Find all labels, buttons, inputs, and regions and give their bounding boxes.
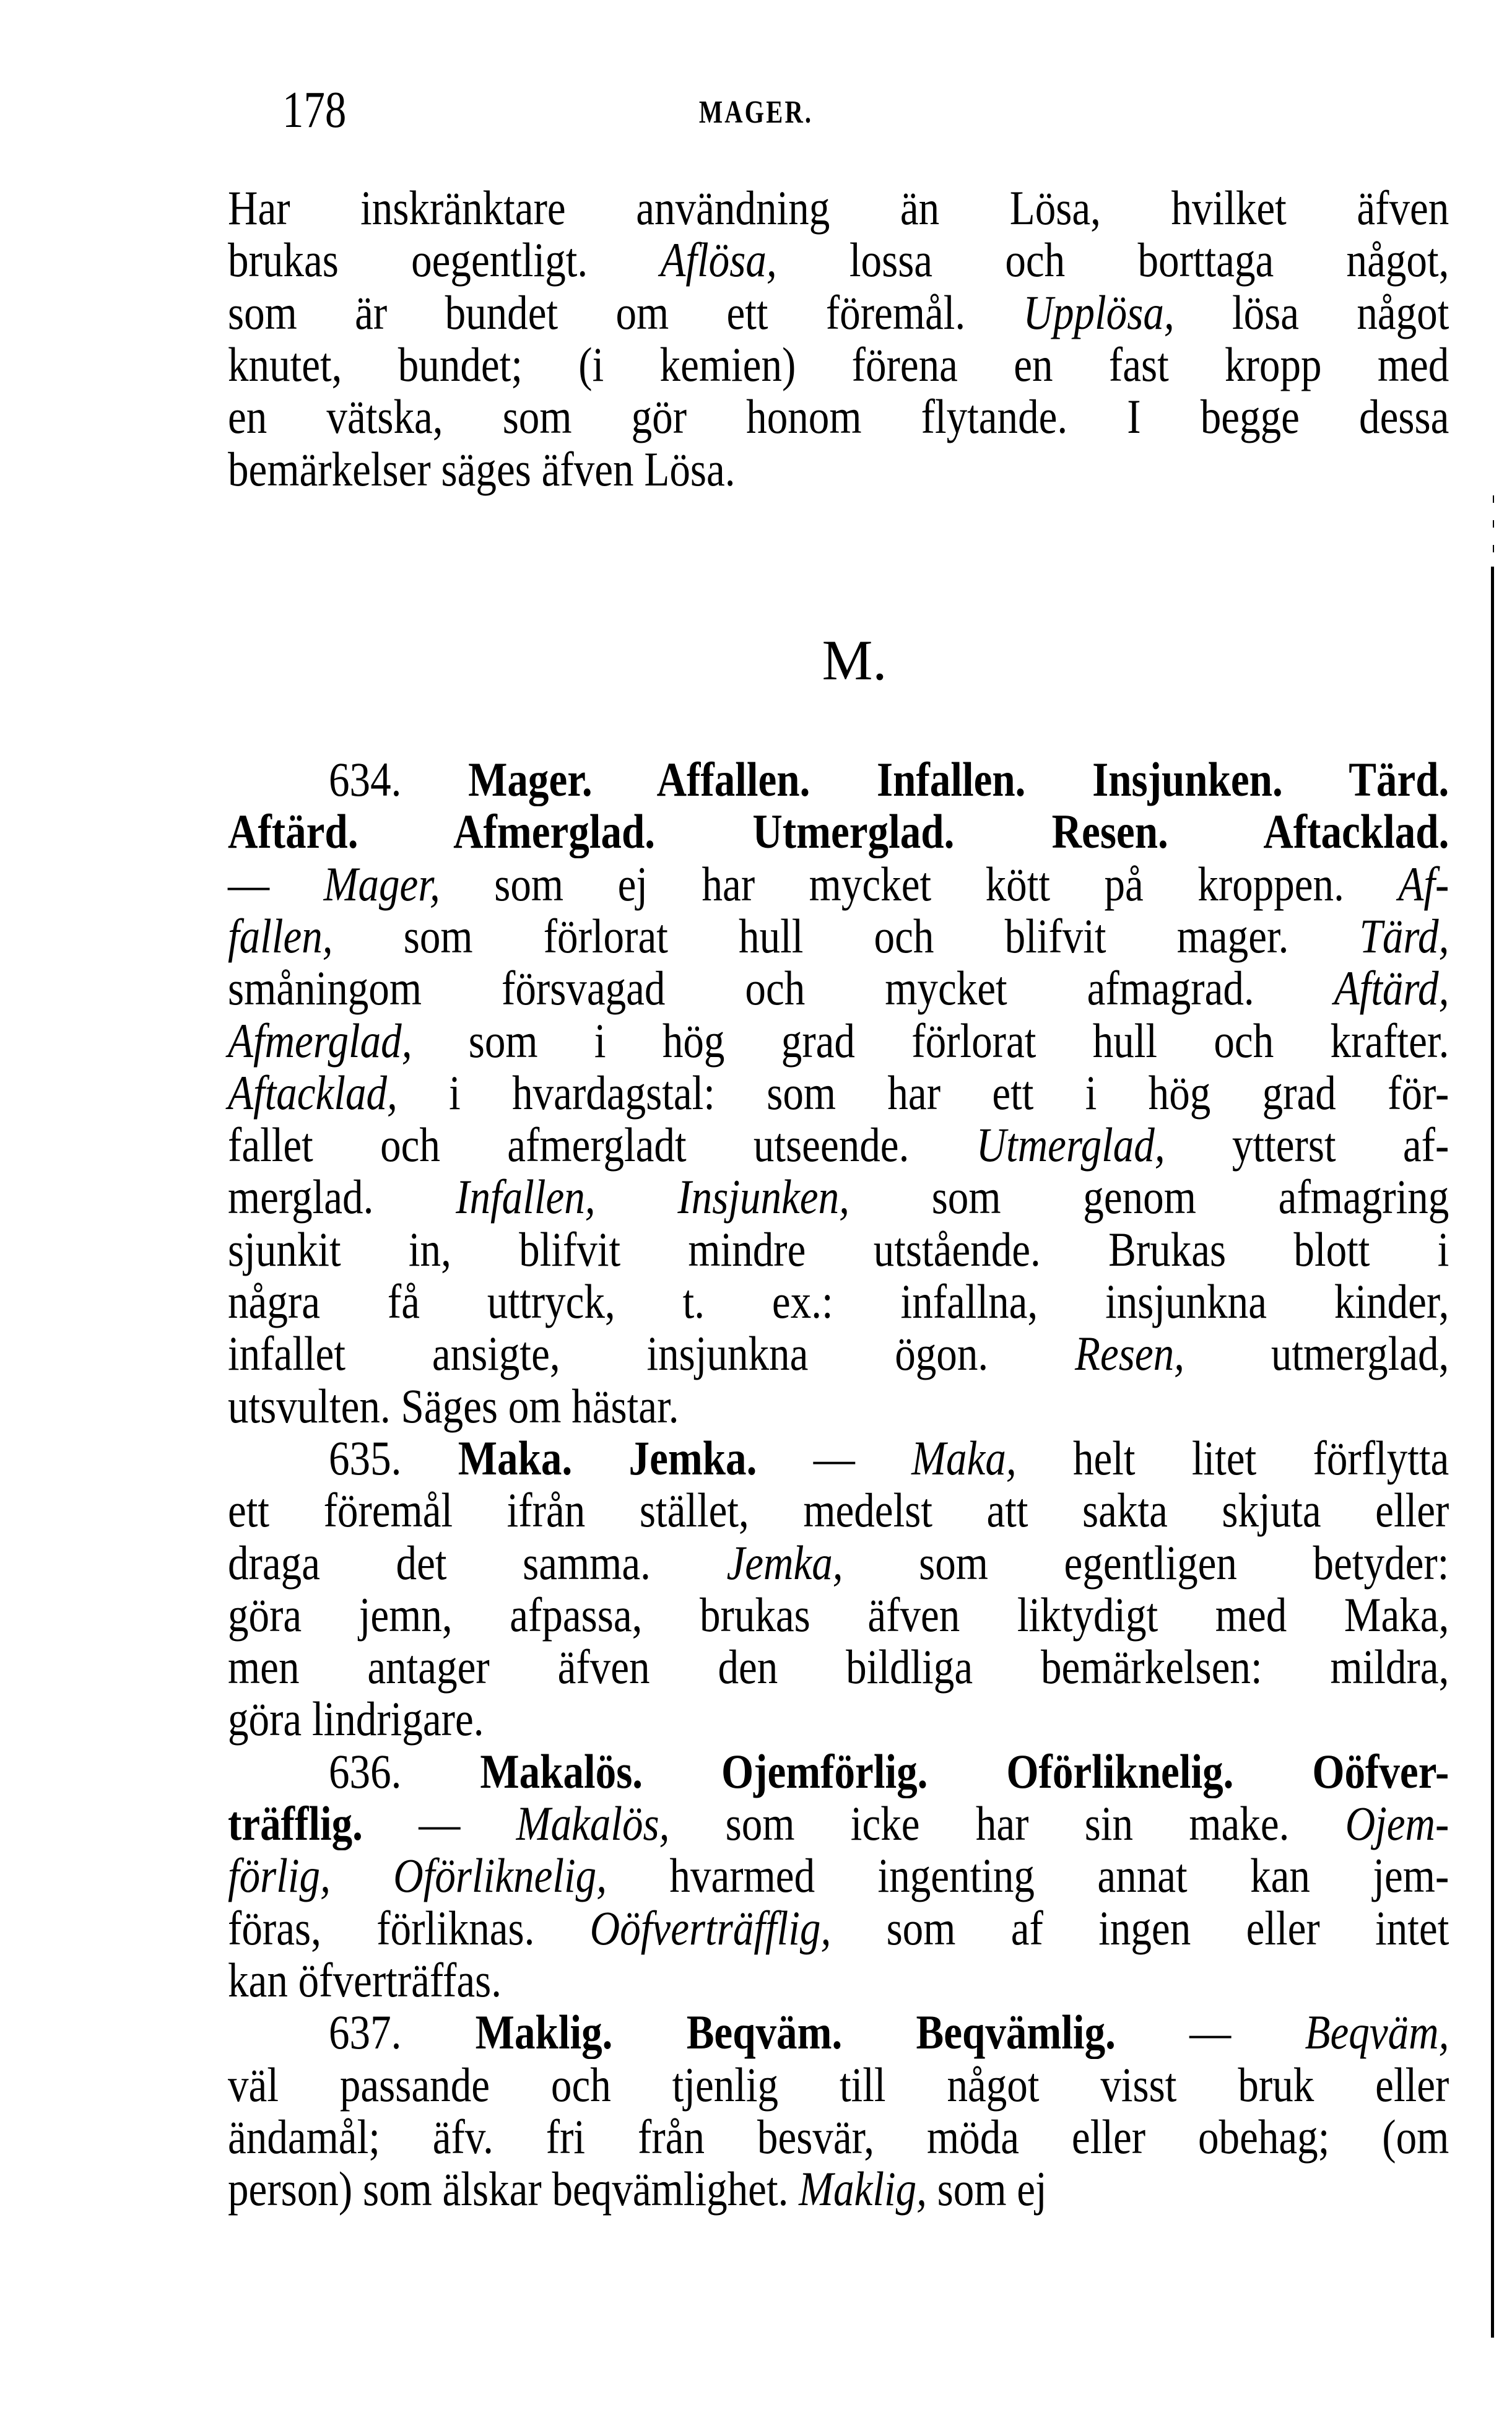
text-line [228,1067,1449,1119]
line-text [329,1432,1449,1484]
line-text [228,287,1449,339]
headword-text: Aftärd. Afmerglad. Utmerglad. Resen. Aftacklad. [228,804,1449,859]
italic-term: Utmerglad, [976,1118,1165,1172]
body-text: ett föremål ifrån stället, medelst att sakta skjuta eller [228,1483,1449,1538]
body-text: kan öfverträffas. [228,1952,502,2007]
entry-heading-line [228,2006,1449,2058]
body-text: ytterst af- [1165,1118,1449,1172]
body-text: — [362,1796,516,1850]
body-text: utmerglad, [1184,1326,1449,1381]
italic-term: Maklig, [799,2162,927,2216]
text-line [228,287,1449,339]
line-text [228,339,1449,391]
text-line [228,1119,1449,1171]
text-line [228,1954,1449,2006]
italic-term: Jemka, [726,1535,843,1590]
italic-term: Mager, [323,856,440,911]
body-text: småningom försvagad och mycket afmagrad. [228,961,1334,1016]
body-text: 635. [329,1430,458,1485]
body-text: 636. [329,1744,480,1798]
body-text: 634. [329,752,469,806]
body-text: Har inskränktare användning än Lösa, hvilket äfven [228,181,1449,235]
text-line [228,2059,1449,2111]
italic-term: Afmerglad, [228,1013,412,1068]
body-text: några få uttryck, t. ex.: infallna, insjunkna kinder, [228,1274,1449,1328]
body-text: — [228,856,324,911]
body-text: som förlorat hull och blifvit mager. [332,908,1360,963]
body-text: göra jemn, afpassa, brukas äfven liktydigt med Maka, [228,1587,1449,1642]
text-line [228,234,1449,286]
running-title: MAGER. [698,95,814,130]
body-text: göra lindrigare. [228,1692,484,1746]
text-line [228,1171,1449,1223]
line-text [228,1954,1449,2006]
line-text [228,1380,1449,1432]
body-text: — [757,1430,912,1485]
body-text: väl passande och tjenlig till något visst bruk eller [228,2057,1449,2112]
body-text: helt litet förflytta [1016,1430,1449,1485]
line-text [329,754,1449,806]
line-text [329,2006,1449,2058]
body-text: person) som älskar beqvämlighet. [228,2162,799,2216]
body-text: fallet och afmergladt utseende. [228,1118,976,1172]
text-line [228,2163,1449,2215]
body-text: som i hög grad förlorat hull och krafter. [412,1013,1449,1068]
text-line [228,1589,1449,1641]
line-text [228,1119,1449,1171]
line-text [228,1484,1449,1536]
line-text [228,182,1449,234]
body-text: infallet ansigte, insjunkna ögon. [228,1326,1075,1381]
text-line [228,1641,1449,1693]
line-text [228,2111,1449,2163]
italic-term: Makalös, [516,1796,670,1850]
body-text: som icke har sin make. [669,1796,1345,1850]
line-text [228,2059,1449,2111]
line-text [228,443,1449,495]
headword-text: Maklig. Beqväm. Beqvämlig. [475,2005,1116,2060]
line-text [228,1537,1449,1589]
headword-text: Mager. Affallen. Infallen. Insjunken. Tärd. [468,752,1449,806]
body-text: lösa något [1174,285,1449,339]
margin-rule [1491,567,1494,2338]
line-text [228,962,1449,1014]
text-line [228,806,1449,858]
line-text [329,1746,1449,1798]
body-text: sjunkit in, blifvit mindre utstående. Brukas blott i [228,1222,1449,1276]
entry-heading-line [228,754,1449,806]
line-text [228,2163,1449,2215]
italic-term: Upplösa, [1023,285,1175,339]
body-text: utsvulten. Säges om hästar. [228,1378,679,1433]
text-line [228,1328,1449,1380]
body-text: 637. [329,2005,476,2060]
body-text: knutet, bundet; (i kemien) förena en fast kropp med [228,337,1449,391]
headword-text: Makalös. Ojemförlig. Oförliknelig. Oöfver- [480,1744,1449,1798]
body-text: hvarmed ingenting annat kan jem- [606,1848,1449,1903]
line-text [228,1589,1449,1641]
entry-heading-line [228,1432,1449,1484]
body-text: lossa och borttaga något, [776,233,1449,287]
section-heading: M. [822,629,887,692]
text-line [228,1015,1449,1067]
body-text: som genom afmagring [849,1170,1449,1224]
line-text [228,1171,1449,1223]
text-line [228,391,1449,443]
text-line [228,1484,1449,1536]
body-text: bemärkelser säges äfven Lösa. [228,442,736,496]
body-text: en vätska, som gör honom flytande. I begge dessa [228,390,1449,444]
line-text [228,1224,1449,1276]
body-text: som är bundet om ett föremål. [228,285,1023,339]
line-text [228,234,1449,286]
text-line [228,1380,1449,1432]
line-text [228,1850,1449,1902]
entry-heading-line [228,1746,1449,1798]
body-text: ändamål; äfv. fri från besvär, möda eller obehag; (om [228,2109,1449,2164]
text-line [228,1224,1449,1276]
body-text: i hvardagstal: som har ett i hög grad för- [397,1065,1449,1120]
text-line [228,1276,1449,1328]
line-text [228,391,1449,443]
line-text [228,1902,1449,1954]
line-text [228,1276,1449,1328]
body-text: — [1115,2005,1305,2060]
body-text: draga det samma. [228,1535,727,1590]
page-number: 178 [282,81,347,139]
italic-term: Resen, [1075,1326,1184,1381]
text-line [228,339,1449,391]
margin-rule-dashed [1493,495,1494,564]
text-line [228,962,1449,1014]
line-text [228,1798,1449,1850]
text-line [228,1902,1449,1954]
body-text: merglad. [228,1170,456,1224]
text-line [228,1850,1449,1902]
italic-term: Aflösa, [660,233,777,287]
line-text [228,1015,1449,1067]
headword-text: träfflig. [228,1796,363,1850]
body-text: men antager äfven den bildliga bemärkelsen: mildra, [228,1640,1449,1694]
text-line [228,910,1449,962]
body-text: som ej har mycket kött på kroppen. [440,856,1399,911]
line-text [228,858,1449,910]
italic-term: Aftacklad, [228,1065,398,1120]
line-text [228,1693,1449,1745]
text-line [228,1537,1449,1589]
italic-term: Ojem- [1345,1796,1449,1850]
text-line [228,858,1449,910]
italic-term: Oöfverträfflig, [589,1900,832,1955]
line-text [228,910,1449,962]
text-line [228,443,1449,495]
body-text: som af ingen eller intet [831,1900,1449,1955]
italic-term: Maka, [911,1430,1017,1485]
italic-term: Tärd, [1359,908,1449,963]
italic-term: förlig, Oförliknelig, [228,1848,607,1903]
line-text [228,806,1449,858]
text-line [228,2111,1449,2163]
text-line [228,1693,1449,1745]
italic-term: Aftärd, [1334,961,1449,1016]
text-line [228,182,1449,234]
line-text [228,1067,1449,1119]
line-text [228,1641,1449,1693]
body-text: som egentligen betyder: [843,1535,1449,1590]
italic-term: Af- [1398,856,1449,911]
italic-term: fallen, [228,908,333,963]
line-text [228,1328,1449,1380]
running-head [0,79,1512,141]
italic-term: Infallen, Insjunken, [456,1170,849,1224]
italic-term: Beqväm, [1305,2005,1449,2060]
body-text: brukas oegentligt. [228,233,661,287]
body-text: som ej [926,2162,1047,2216]
headword-text: Maka. Jemka. [458,1430,757,1485]
body-text: föras, förliknas. [228,1900,590,1955]
text-line [228,1798,1449,1850]
